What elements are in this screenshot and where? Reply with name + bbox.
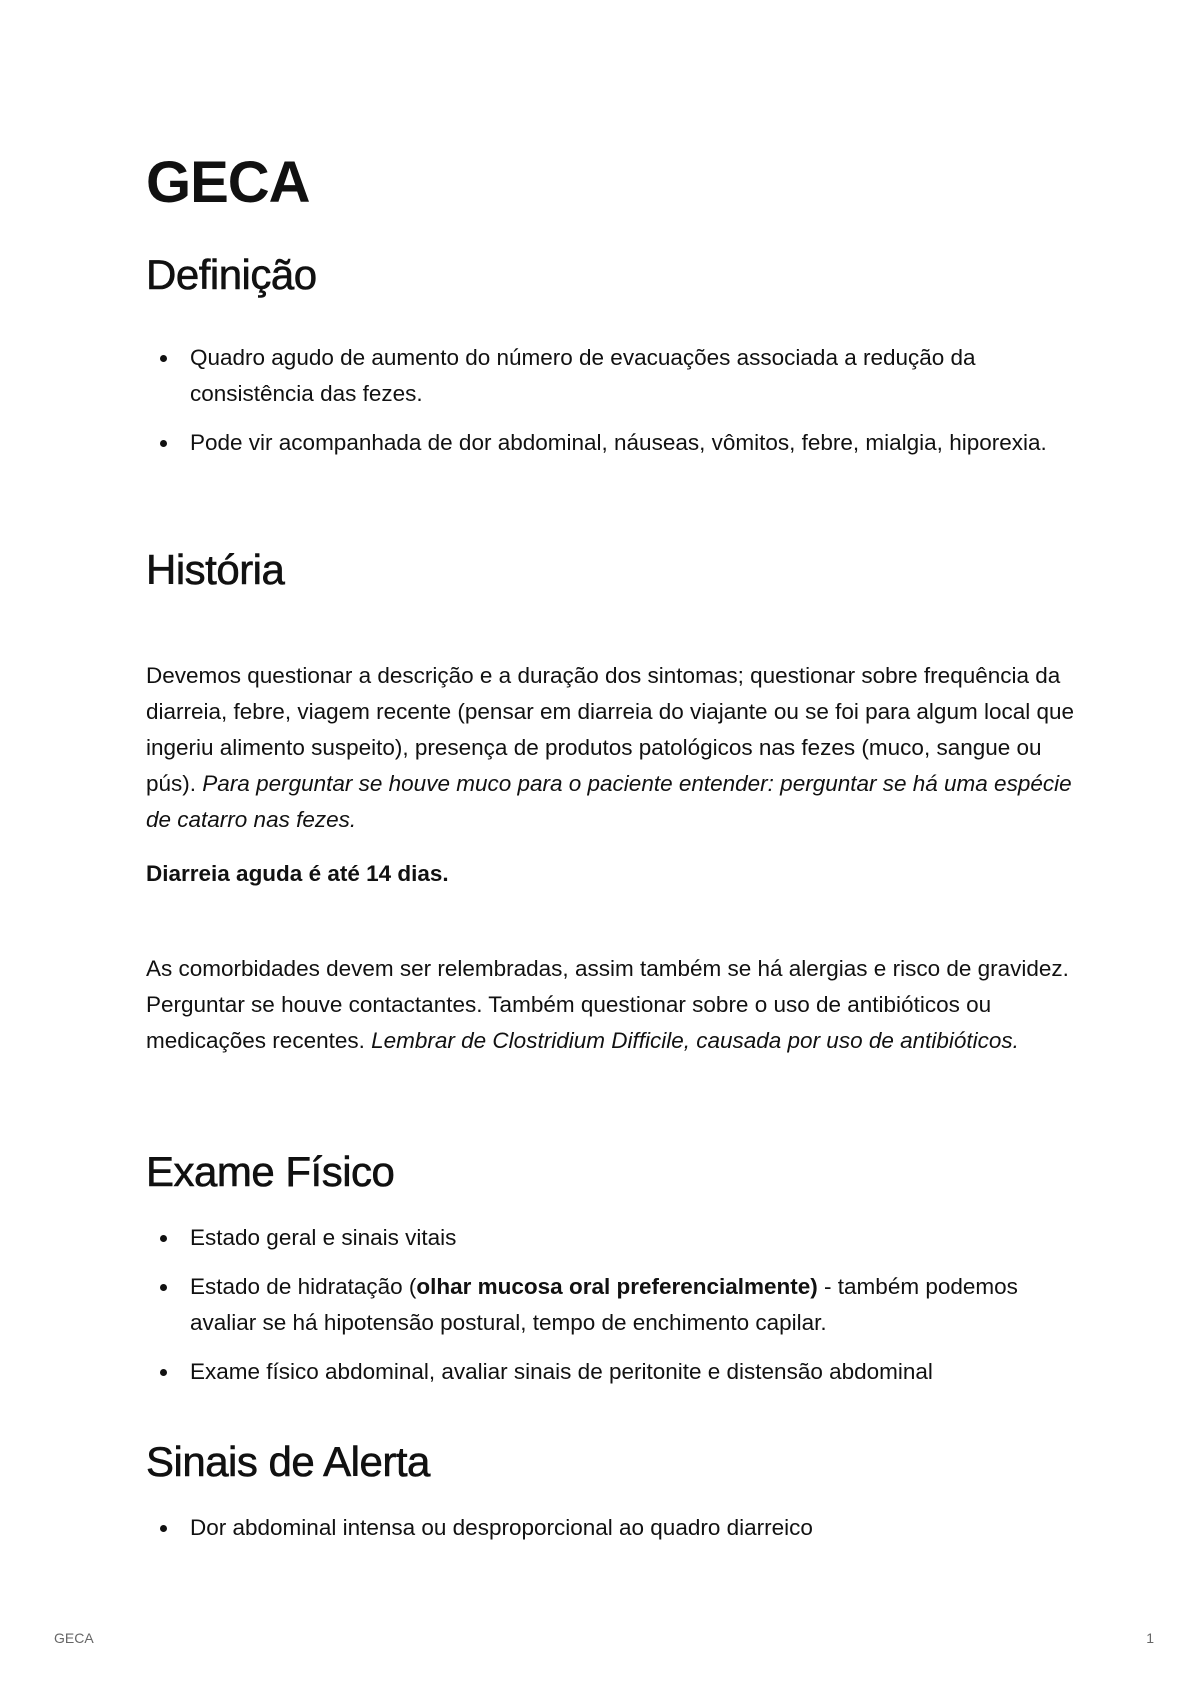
document-title: GECA [146,150,310,215]
historia-paragraph-3-text: As comorbidades devem ser relembradas, assim também se há alergias e risco de gravidez. Perguntar se houve contactantes. Também questionar sobre o uso de antibióticos ou medicações recentes. [146,956,1069,1053]
historia-paragraph-1-note: Para perguntar se houve muco para o paciente entender: perguntar se há uma espécie de catarro nas fezes. [146,771,1072,832]
section-heading-exame-fisico: Exame Físico [146,1148,395,1195]
list-item: Exame físico abdominal, avaliar sinais de peritonite e distensão abdominal [146,1354,1076,1390]
historia-paragraph-1 [146,658,1076,838]
section-heading-historia: História [146,546,285,593]
footer-page-number: 1 [1146,1630,1154,1646]
historia-paragraph-3 [146,951,1076,1059]
list-item: Dor abdominal intensa ou desproporcional ao quadro diarreico [146,1510,1076,1546]
list-item: Estado geral e sinais vitais [146,1220,1076,1256]
section-heading-definicao: Definição [146,251,317,298]
historia-paragraph-2: Diarreia aguda é até 14 dias. [146,861,449,886]
sinais-alerta-list [146,1510,1076,1559]
list-item-emphasis: olhar mucosa oral preferencialmente) [416,1274,818,1299]
historia-paragraph-1-text: Devemos questionar a descrição e a duração dos sintomas; questionar sobre frequência da diarreia, febre, viagem recente (pensar em diarreia do viajante ou se foi para algum local que ingeriu alimento suspeito), presença de produtos patológicos nas fezes (muco, sangue ou pús). [146,663,1075,796]
exame-fisico-list [146,1220,1076,1403]
list-item: Quadro agudo de aumento do número de evacuações associada a redução da consistência das fezes. [146,340,1076,412]
list-item: Pode vir acompanhada de dor abdominal, náuseas, vômitos, febre, mialgia, hiporexia. [146,425,1076,461]
list-item [146,1269,1076,1341]
list-item-text: Estado de hidratação ( [190,1274,417,1299]
list-item-text: - também podemos avaliar se há hipotensão postural, tempo de enchimento capilar. [190,1274,1018,1335]
historia-paragraph-3-note: Lembrar de Clostridium Difficile, causada por uso de antibióticos. [371,1028,1019,1053]
footer-document-name: GECA [54,1630,94,1646]
definicao-list [146,340,1076,474]
section-heading-sinais-alerta: Sinais de Alerta [146,1438,430,1485]
